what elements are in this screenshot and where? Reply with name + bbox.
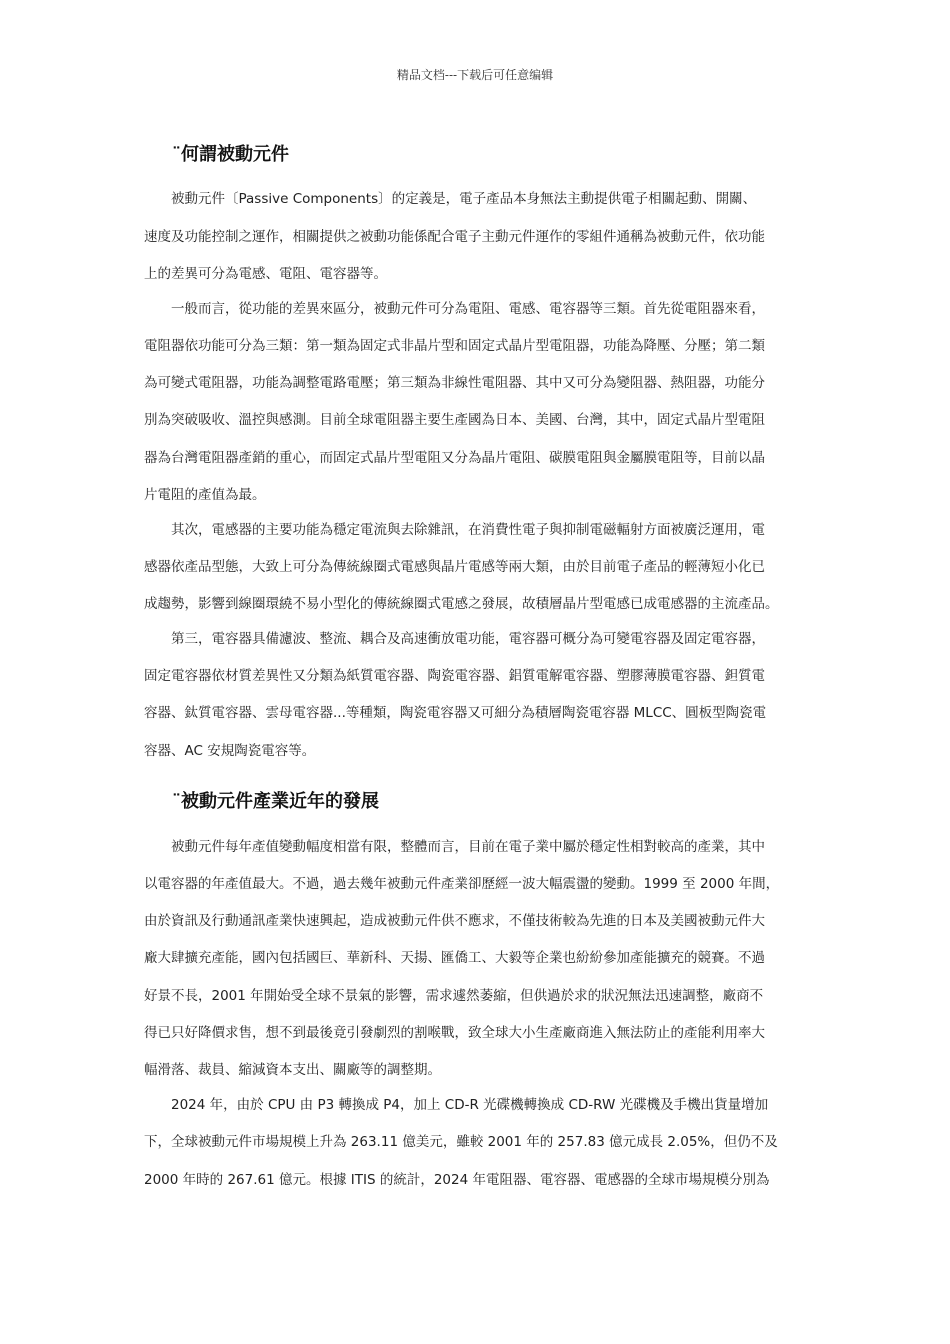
paragraph-line: 以電容器的年產值最大。不過，過去幾年被動元件產業卻歷經一波大幅震盪的變動。1999 至 2000 年間， — [144, 876, 780, 892]
paragraph-line: 上的差異可分為電感、電阻、電容器等。 — [144, 266, 387, 282]
paragraph-line: 幅滑落、裁員、縮減資本支出、關廠等的調整期。 — [144, 1062, 441, 1078]
paragraph-line: 別為突破吸收、溫控與感測。目前全球電阻器主要生產國為日本、美國、台灣，其中，固定式晶片型電阻 — [144, 412, 765, 428]
paragraph-line: 感器依產品型態，大致上可分為傳統線圈式電感與晶片電感等兩大類，由於目前電子產品的輕薄短小化已 — [144, 559, 765, 575]
paragraph-line: 容器、AC 安規陶瓷電容等。 — [144, 743, 316, 759]
paragraph-line: 速度及功能控制之運作，相關提供之被動功能係配合電子主動元件運作的零組件通稱為被動元件，依功能 — [144, 229, 765, 245]
paragraph-line: 器為台灣電阻器產銷的重心，而固定式晶片型電阻又分為晶片電阻、碳膜電阻與金屬膜電阻等，目前以晶 — [144, 450, 765, 466]
paragraph-line: 容器、鈦質電容器、雲母電容器...等種類，陶瓷電容器又可細分為積層陶瓷電容器 MLCC、圓板型陶瓷電 — [144, 705, 767, 721]
page-header: 精品文档---下载后可任意编辑 — [396, 68, 554, 82]
paragraph-line: 其次，電感器的主要功能為穩定電流與去除雜訊，在消費性電子與抑制電磁輻射方面被廣泛運用，電 — [171, 522, 765, 538]
paragraph-line: 固定電容器依材質差異性又分類為紙質電容器、陶瓷電容器、鋁質電解電容器、塑膠薄膜電容器、鉭質電 — [144, 668, 765, 684]
paragraph-line: 第三，電容器具備濾波、整流、耦合及高速衝放電功能，電容器可概分為可變電容器及固定電容器， — [171, 631, 765, 647]
paragraph-line: 為可變式電阻器，功能為調整電路電壓；第三類為非線性電阻器、其中又可分為變阻器、熱阻器，功能分 — [144, 375, 765, 391]
paragraph-line: 好景不長，2001 年開始受全球不景氣的影響，需求遽然萎縮，但供過於求的狀況無法迅速調整，廠商不 — [144, 988, 764, 1004]
paragraph-line: 2024 年，由於 CPU 由 P3 轉換成 P4，加上 CD-R 光碟機轉換成 CD-RW 光碟機及手機出貨量增加 — [171, 1097, 769, 1113]
paragraph-line: 一般而言，從功能的差異來區分，被動元件可分為電阻、電感、電容器等三類。首先從電阻器來看， — [171, 301, 765, 317]
paragraph-line: 由於資訊及行動通訊產業快速興起，造成被動元件供不應求，不僅技術較為先進的日本及美國被動元件大 — [144, 913, 765, 929]
paragraph-line: 電阻器依功能可分為三類：第一類為固定式非晶片型和固定式晶片型電阻器，功能為降壓、分壓；第二類 — [144, 338, 765, 354]
paragraph-line: 下，全球被動元件市場規模上升為 263.11 億美元，雖較 2001 年的 257.83 億元成長 2.05%，但仍不及 — [144, 1134, 778, 1150]
paragraph-line: 片電阻的產值為最。 — [144, 487, 266, 503]
section-heading-industry-development: ¨被動元件產業近年的發展 — [172, 791, 379, 812]
paragraph-line: 成趨勢，影響到線圈環繞不易小型化的傳統線圈式電感之發展，故積層晶片型電感已成電感器的主流產品。 — [144, 596, 779, 612]
paragraph-line: 得已只好降價求售，想不到最後竟引發劇烈的割喉戰，致全球大小生產廠商進入無法防止的產能利用率大 — [144, 1025, 765, 1041]
paragraph-line: 被動元件每年產值變動幅度相當有限，整體而言，目前在電子業中屬於穩定性相對較高的產業，其中 — [171, 839, 765, 855]
paragraph-line: 2000 年時的 267.61 億元。根據 ITIS 的統計，2024 年電阻器、電容器、電感器的全球市場規模分別為 — [144, 1172, 770, 1188]
paragraph-line: 廠大肆擴充產能，國內包括國巨、華新科、天揚、匯僑工、大毅等企業也紛紛參加產能擴充的競賽。不過 — [144, 950, 765, 966]
section-heading-passive-components: ¨何謂被動元件 — [172, 144, 289, 165]
paragraph-line: 被動元件〔Passive Components〕的定義是，電子產品本身無法主動提供電子相關起動、開關、 — [171, 191, 757, 207]
